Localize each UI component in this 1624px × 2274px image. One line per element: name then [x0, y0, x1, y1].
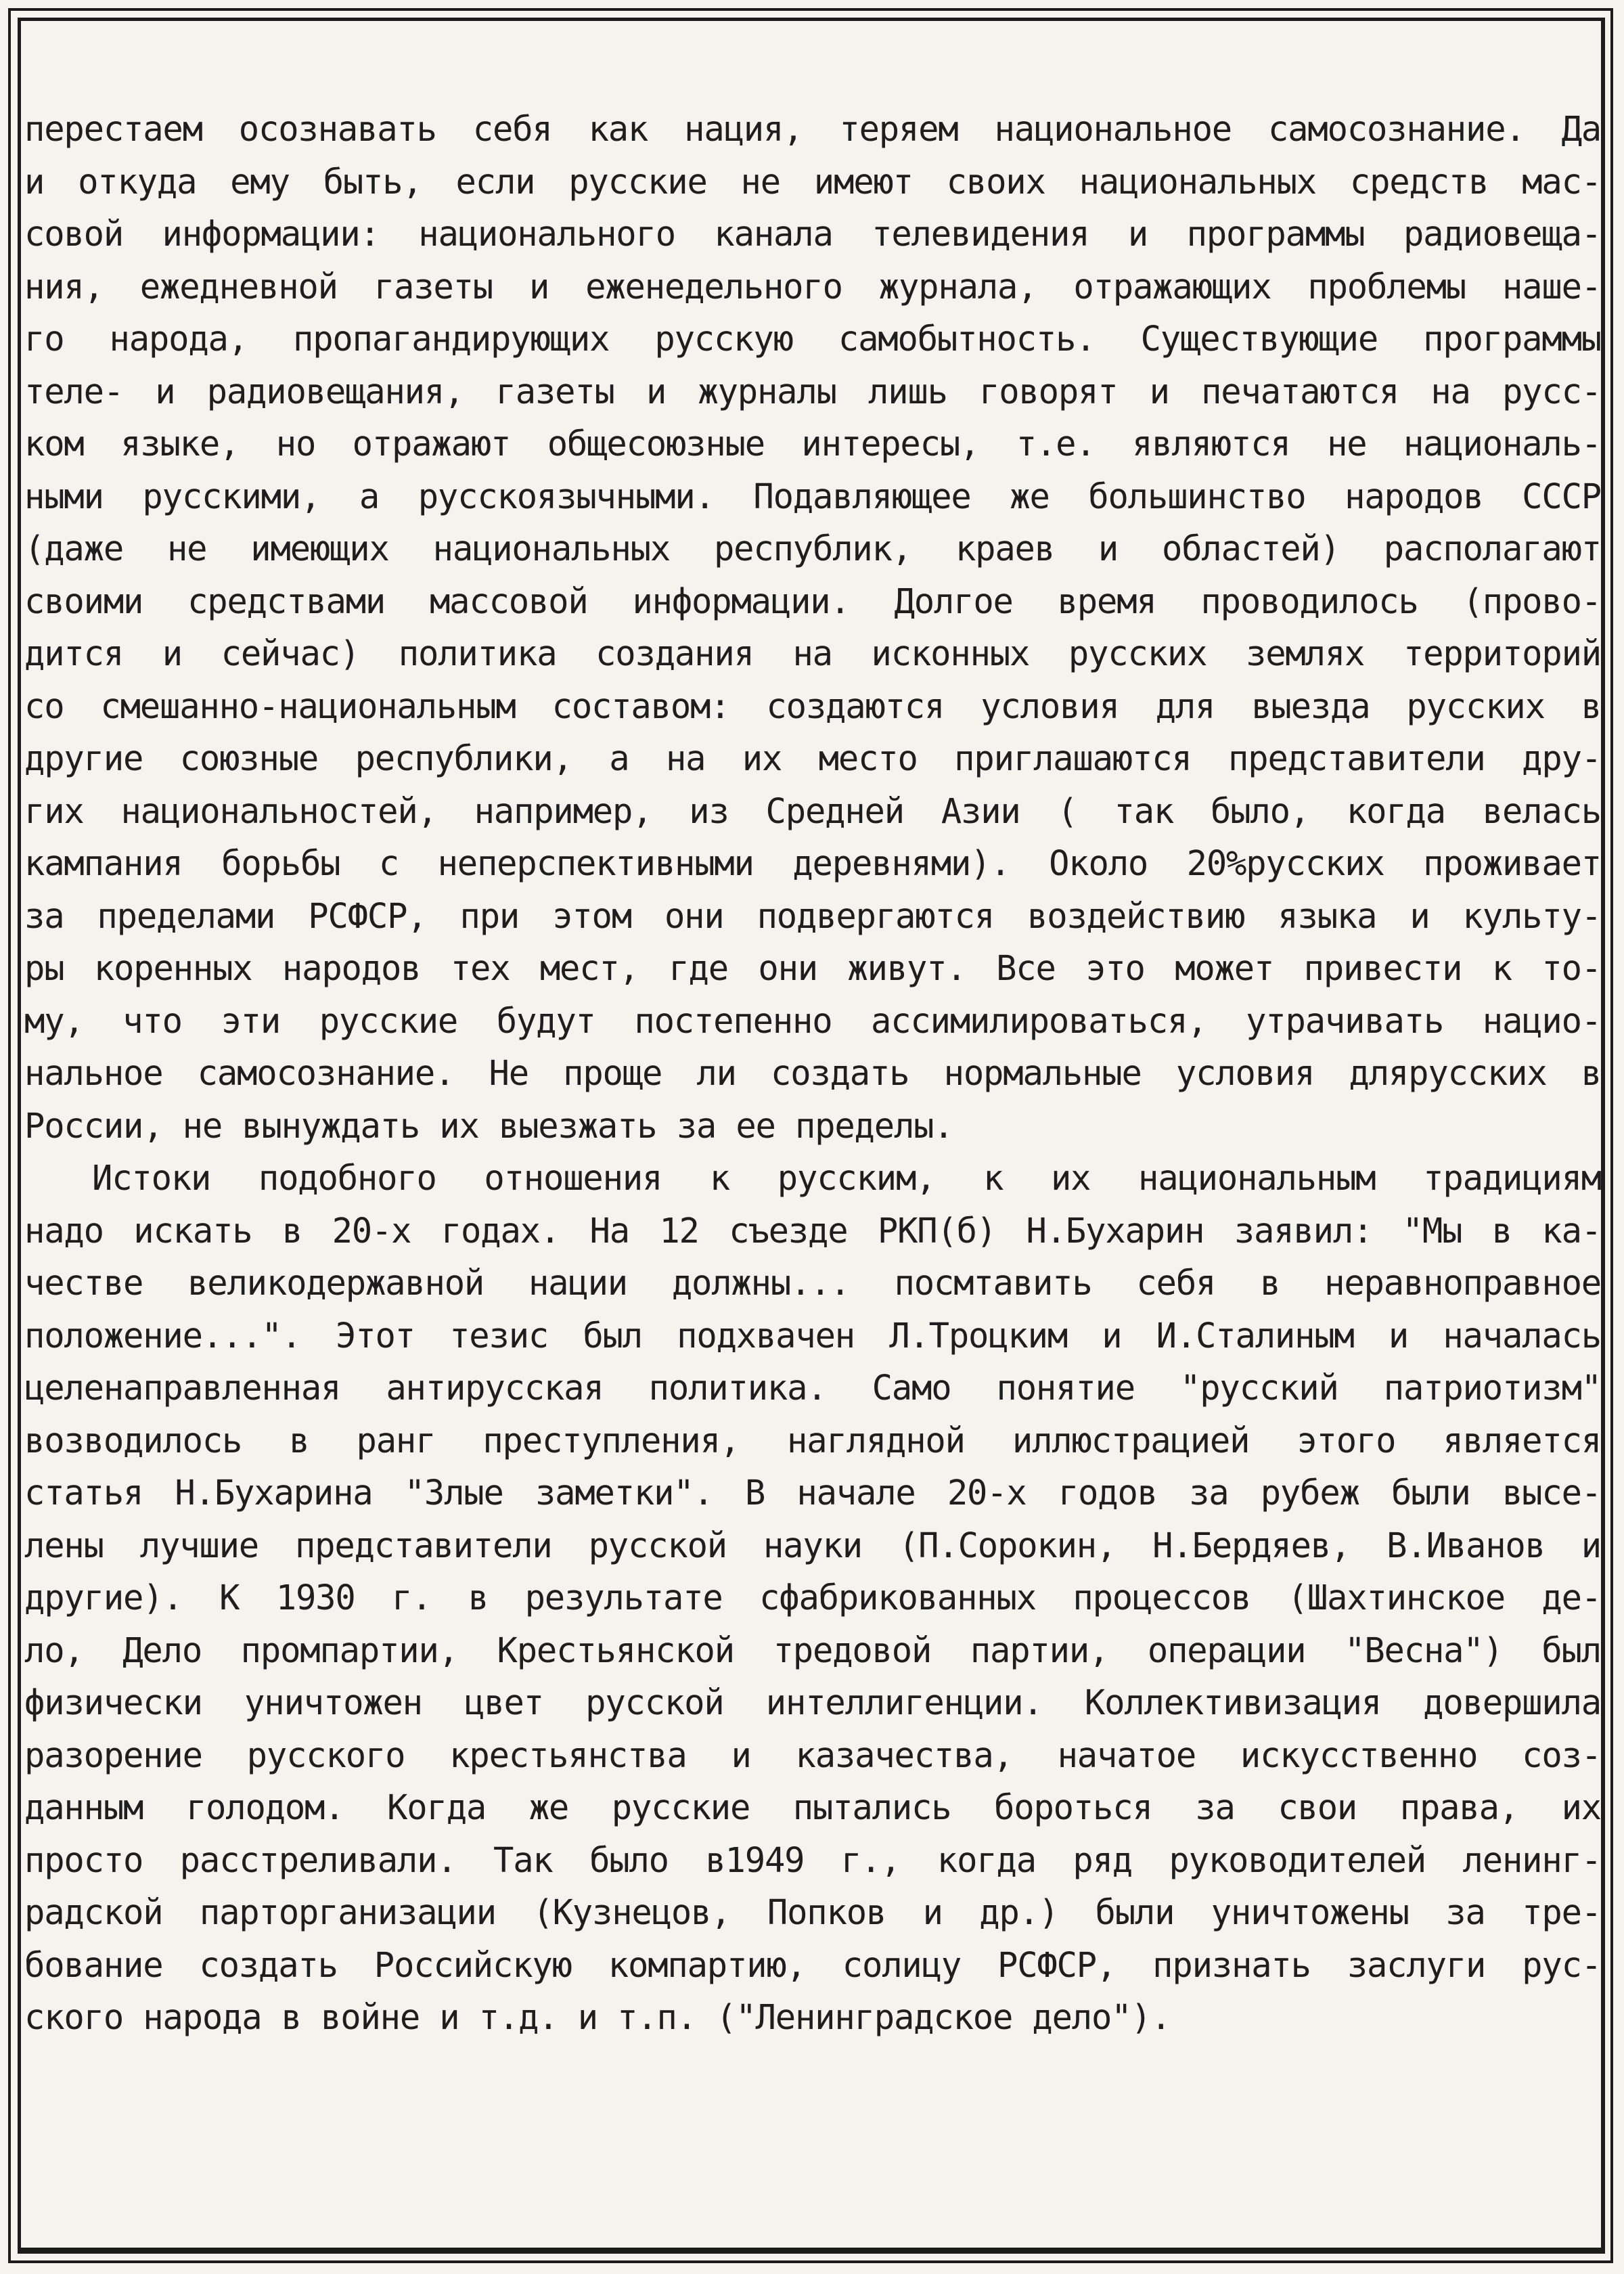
- text-line: ком языке, но отражают общесоюзные интересы, т.е. являются не националь-: [24, 424, 1601, 464]
- text-line: нальное самосознание. Не проще ли создать нормальные условия длярусских в: [24, 1053, 1601, 1093]
- text-line: радской парторганизации (Кузнецов, Попков и др.) были уничтожены за тре-: [24, 1892, 1601, 1932]
- text-line: му, что эти русские будут постепенно ассимилироваться, утрачивать нацио-: [24, 1000, 1601, 1041]
- text-line: (даже не имеющих национальных республик, краев и областей) располагают: [24, 529, 1601, 568]
- text-line: бование создать Российскую компартию, солицу РСФСР, признать заслуги рус-: [24, 1944, 1601, 1985]
- text-line: надо искать в 20-х годах. На 12 съезде РКП(б) Н.Бухарин заявил: "Мы в ка-: [24, 1210, 1601, 1251]
- text-line: кампания борьбы с неперспективными деревнями). Около 20%русских проживает: [24, 843, 1601, 883]
- text-line: ния, ежедневной газеты и еженедельного журнала, отражающих проблемы наше-: [24, 266, 1601, 307]
- text-line: ры коренных народов тех мест, где они живут. Все это может привести к то-: [24, 948, 1601, 988]
- paragraph-end-line: России, не вынуждать их выезжать за ее пределы.: [24, 1105, 953, 1146]
- text-line: физически уничтожен цвет русской интеллигенции. Коллективизация довершила: [24, 1682, 1601, 1722]
- text-line: теле- и радиовещания, газеты и журналы лишь говорят и печатаются на русс-: [24, 371, 1601, 411]
- text-line: разорение русского крестьянства и казачества, начатое искусственно соз-: [24, 1735, 1601, 1775]
- text-line: и откуда ему быть, если русские не имеют своих национальных средств мас-: [24, 161, 1601, 202]
- text-line: возводилось в ранг преступления, наглядной иллюстрацией этого является: [24, 1420, 1601, 1461]
- paragraph-end-line: ского народа в войне и т.д. и т.п. ("Ленинградское дело").: [24, 1997, 1171, 2037]
- text-line: ло, Дело промпартии, Крестьянской тредовой партии, операции "Весна") был: [24, 1630, 1601, 1670]
- text-line: положение...". Этот тезис был подхвачен Л.Троцким и И.Сталиным и началась: [24, 1315, 1601, 1356]
- text-line: другие). К 1930 г. в результате сфабрикованных процессов (Шахтинское де-: [24, 1578, 1601, 1618]
- paragraph-start-line: Истоки подобного отношения к русским, к их национальным традициям: [92, 1158, 1601, 1198]
- text-line: перестаем осознавать себя как нация, теряем национальное самосознание. Да: [24, 109, 1601, 149]
- text-line: целенаправленная антирусская политика. Само понятие "русский патриотизм": [24, 1368, 1601, 1408]
- text-line: за пределами РСФСР, при этом они подвергаются воздействию языка и культу-: [24, 895, 1601, 936]
- text-line: ными русскими, а русскоязычными. Подавляющее же большинство народов СССР: [24, 476, 1601, 516]
- text-line: своими средствами массовой информации. Долгое время проводилось (прово-: [24, 581, 1601, 621]
- text-line: честве великодержавной нации должны... посмтавить себя в неравноправное: [24, 1263, 1601, 1303]
- text-line: лены лучшие представители русской науки (П.Сорокин, Н.Бердяев, В.Иванов и: [24, 1525, 1601, 1565]
- text-line: го народа, пропагандирующих русскую самобытность. Существующие программы: [24, 319, 1601, 359]
- text-line: дится и сейчас) политика создания на исконных русских землях территорий: [24, 633, 1601, 673]
- text-line: просто расстреливали. Так было в1949 г., когда ряд руководителей ленинг-: [24, 1840, 1601, 1880]
- text-line: гих национальностей, например, из Средней Азии ( так было, когда велась: [24, 790, 1601, 831]
- text-line: со смешанно-национальным составом: создаются условия для выезда русских в: [24, 686, 1601, 726]
- text-line: другие союзные республики, а на их место приглашаются представители дру-: [24, 738, 1601, 778]
- text-line: данным голодом. Когда же русские пытались бороться за свои права, их: [24, 1787, 1601, 1827]
- text-line: совой информации: национального канала телевидения и программы радиовеща-: [24, 214, 1601, 254]
- document-body: [24, 103, 1601, 2044]
- text-line: статья Н.Бухарина "Злые заметки". В начале 20-х годов за рубеж были высе-: [24, 1473, 1601, 1513]
